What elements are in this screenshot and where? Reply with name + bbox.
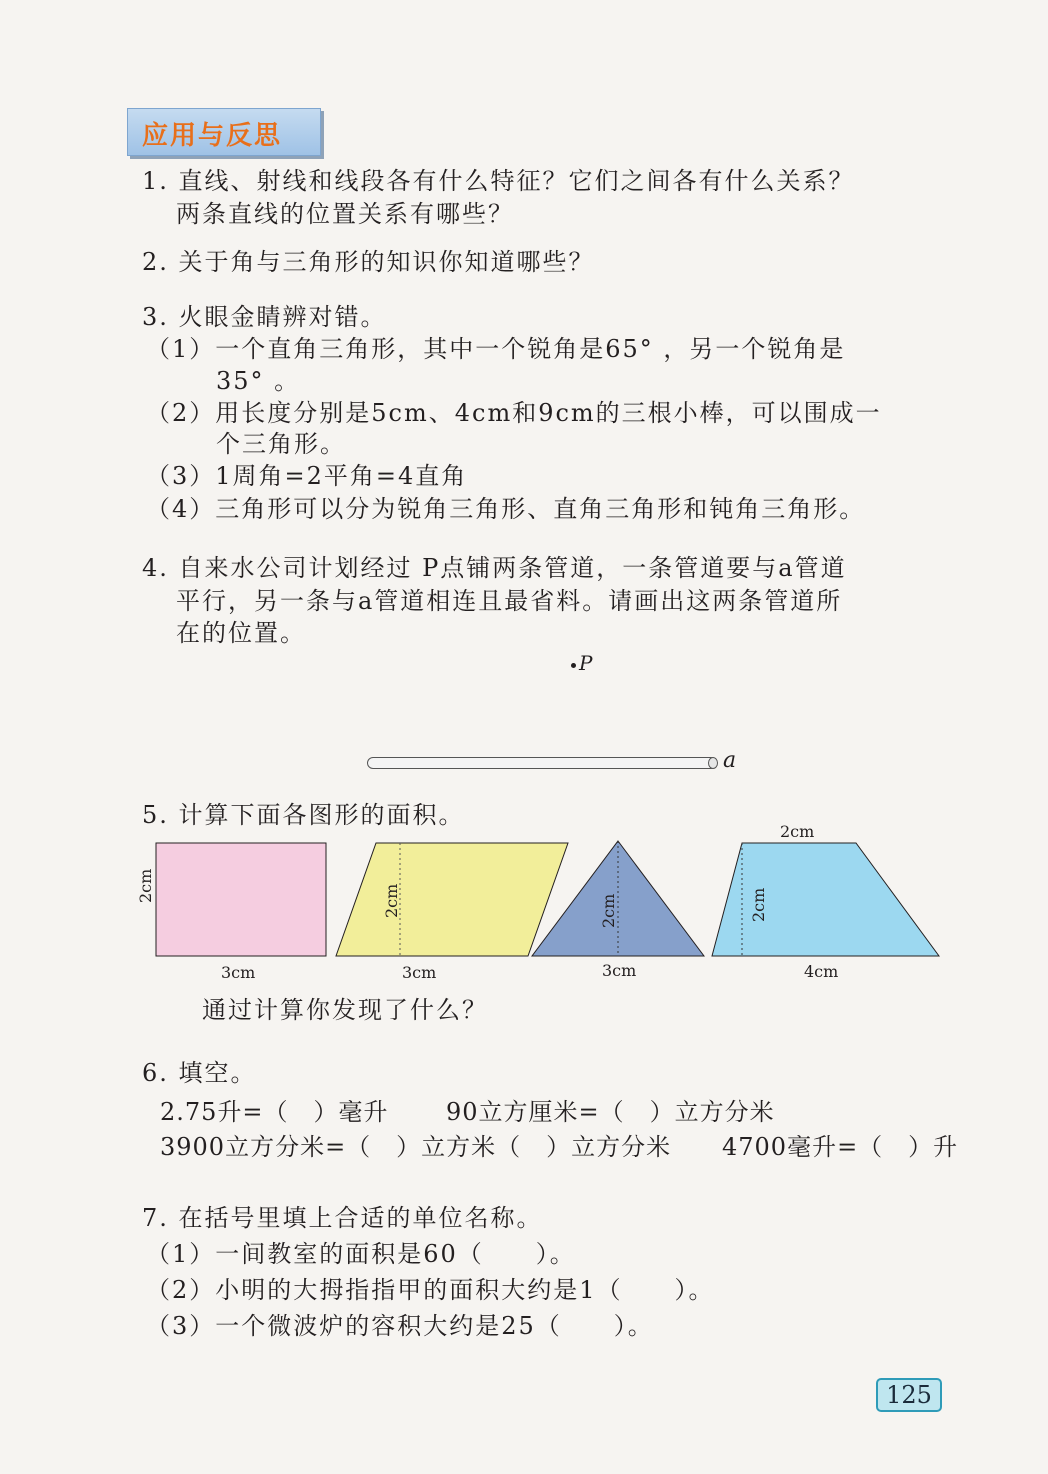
pipe-a-label: a — [723, 748, 737, 773]
triangle-height-label: 2cm — [599, 893, 618, 928]
parallelogram-height-label: 2cm — [382, 883, 401, 918]
trapezoid-height-label: 2cm — [749, 887, 768, 922]
q3-item1-line2: 35° 。 — [216, 367, 301, 395]
q6-row2-a: 3900立方分米=（ ）立方米（ ）立方分米 — [160, 1133, 672, 1161]
section-title: 应用与反思 — [142, 121, 283, 151]
q4-line2: 平行，另一条与a管道相连且最省料。请画出这两条管道所 — [176, 587, 843, 615]
q2-line1: 2. 关于角与三角形的知识你知道哪些？ — [142, 248, 595, 276]
q3-item2-line1: （2）用长度分别是5cm、4cm和9cm的三根小棒，可以围成一 — [146, 399, 882, 427]
q7-item1: （1）一间教室的面积是60（ ）。 — [146, 1240, 576, 1268]
parallelogram-shape — [336, 843, 568, 956]
q6-row1-b: 90立方厘米=（ ）立方分米 — [446, 1098, 775, 1126]
q5-title: 5. 计算下面各图形的面积。 — [142, 801, 465, 829]
q1-line1: 1. 直线、射线和线段各有什么特征？它们之间各有什么关系？ — [142, 167, 855, 195]
q5-followup: 通过计算你发现了什么？ — [202, 996, 488, 1024]
rectangle-base-label: 3cm — [221, 963, 256, 982]
page-number: 125 — [876, 1378, 942, 1412]
q1-line2: 两条直线的位置关系有哪些？ — [176, 200, 514, 228]
trapezoid-shape — [712, 843, 939, 956]
triangle-base-label: 3cm — [602, 961, 637, 980]
trapezoid-top-label: 2cm — [780, 822, 815, 841]
q7-item2: （2）小明的大拇指指甲的面积大约是1（ ）。 — [146, 1276, 715, 1304]
q3-title: 3. 火眼金睛辨对错。 — [142, 303, 387, 331]
q3-item3: （3）1周角=2平角=4直角 — [146, 462, 468, 490]
point-p-label: P — [579, 651, 593, 675]
q7-item3: （3）一个微波炉的容积大约是25（ ）。 — [146, 1312, 654, 1340]
q3-item2-line2: 个三角形。 — [216, 430, 346, 458]
rectangle-shape — [156, 843, 326, 956]
q3-item1-line1: （1）一个直角三角形，其中一个锐角是65° ，另一个锐角是 — [146, 335, 846, 363]
q7-title: 7. 在括号里填上合适的单位名称。 — [142, 1204, 543, 1232]
parallelogram-base-label: 3cm — [402, 963, 437, 982]
q6-row2-b: 4700毫升=（ ）升 — [722, 1133, 959, 1161]
q4-line3: 在的位置。 — [176, 619, 306, 647]
q3-item4: （4）三角形可以分为锐角三角形、直角三角形和钝角三角形。 — [146, 495, 866, 523]
trapezoid-base-label: 4cm — [804, 962, 839, 981]
q6-row1-a: 2.75升=（ ）毫升 — [160, 1098, 389, 1126]
q4-line1: 4. 自来水公司计划经过 P点铺两条管道，一条管道要与a管道 — [142, 554, 847, 582]
rectangle-height-label: 2cm — [136, 868, 155, 903]
q6-title: 6. 填空。 — [142, 1059, 257, 1087]
